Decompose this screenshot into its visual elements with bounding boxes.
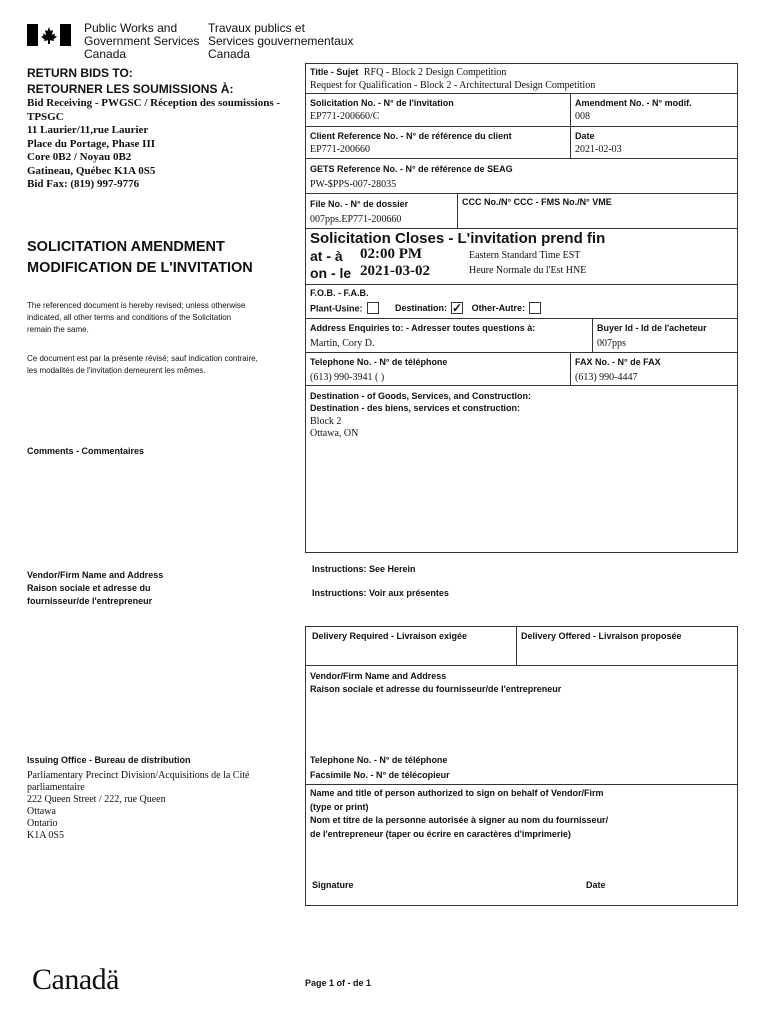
vendor-firm-field[interactable]: Vendor/Firm Name and Address Raison sociale et adresse du fournisseur/de l'entrepreneur xyxy=(310,671,562,694)
address-enquiries-field: Address Enquiries to: - Adresser toutes questions à: Martin, Cory D. xyxy=(310,323,536,349)
return-bids-address: Bid Receiving - PWGSC / Réception des soumissions - TPSGC 11 Laurier/11,rue Laurier Place du Portage, Phase III Core 0B2 / Noyau 0B2 Gatineau, Québec K1A 0S5 Bid Fax: (819) 997-9776 xyxy=(27,97,281,190)
instructions-fr: Instructions: Voir aux présentes xyxy=(312,588,449,598)
file-number-field: File No. - N° de dossier 007pps.EP771-200660 xyxy=(310,199,409,225)
title-field: Title - Sujet RFQ - Block 2 Design Competition Request for Qualification - Block 2 - Architectural Design Competition xyxy=(310,67,596,91)
delivery-required-field[interactable]: Delivery Required - Livraison exigée xyxy=(312,631,468,641)
client-reference-field: Client Reference No. - N° de référence du client EP771-200660 xyxy=(310,131,512,155)
destination-checkbox[interactable]: ✓ xyxy=(452,301,463,315)
plant-checkbox[interactable] xyxy=(367,302,379,314)
other-checkbox[interactable] xyxy=(529,302,541,314)
vendor-firm-label-left: Vendor/Firm Name and Address Raison sociale et adresse du fournisseur/de l'entrepreneur xyxy=(27,570,164,606)
delivery-offered-field[interactable]: Delivery Offered - Livraison proposée xyxy=(521,631,682,641)
ccc-number-field: CCC No./N° CCC - FMS No./N° VME xyxy=(462,197,612,207)
amendment-note-en: The referenced document is hereby revised; unless otherwise indicated, all other terms and conditions of the Solicitation remain the same. xyxy=(27,301,246,334)
vendor-telephone-field[interactable]: Telephone No. - N° de téléphone xyxy=(310,755,448,765)
signature-date-field[interactable]: Date xyxy=(586,880,606,890)
signature-field[interactable]: Signature xyxy=(312,880,354,890)
vendor-facsimile-field[interactable]: Facsimile No. - N° de télécopieur xyxy=(310,770,450,780)
date-field: Date 2021-02-03 xyxy=(575,131,622,155)
buyer-id-field: Buyer Id - Id de l'acheteur 007pps xyxy=(597,323,707,349)
timezone-fr: Heure Normale du l'Est HNE xyxy=(469,265,587,276)
department-name-en: Public Works and Government Services Canada xyxy=(84,21,200,61)
fob-options: Plant-Usine: Destination: ✓ Other-Autre: xyxy=(310,303,541,315)
solicitation-closes-title: Solicitation Closes - L'invitation prend fin xyxy=(310,230,606,247)
issuing-office-address: Parliamentary Precinct Division/Acquisitions de la Cité parliamentaire 222 Queen Street / 222, rue Queen Ottawa Ontario K1A 0S5 xyxy=(27,770,250,841)
timezone-en: Eastern Standard Time EST xyxy=(469,250,581,261)
closing-on-label: on - le xyxy=(310,265,352,281)
amendment-number-field: Amendment No. - N° modif. 008 xyxy=(575,98,692,122)
return-bids-title: RETURN BIDS TO: RETOURNER LES SOUMISSIONS À: xyxy=(27,66,234,96)
destination-field: Destination - of Goods, Services, and Construction: Destination - des biens, services et construction: Block 2 Ottawa, ON xyxy=(310,391,532,439)
closing-time: 02:00 PM xyxy=(360,246,423,262)
authorized-person-field[interactable]: Name and title of person authorized to sign on behalf of Vendor/Firm (type or print) Nom et titre de la personne autorisée à signer au nom du fournisseur/ de l'entrepreneur (taper ou écrire en caractères d'imprimerie) xyxy=(310,788,609,839)
issuing-office-label: Issuing Office - Bureau de distribution xyxy=(27,755,191,765)
closing-at-label: at - à xyxy=(310,248,343,264)
amendment-note-fr: Ce document est par la présente révisé; sauf indication contraire, les modalités de l'invitation demeurent les mêmes. xyxy=(27,354,258,375)
fob-label: F.O.B. - F.A.B. xyxy=(310,288,369,298)
page-number: Page 1 of - de 1 xyxy=(305,978,372,988)
vendor-response-box xyxy=(305,626,738,906)
closing-date: 2021-03-02 xyxy=(360,263,430,279)
fax-field: FAX No. - N° de FAX (613) 990-4447 xyxy=(575,357,661,383)
canada-wordmark-logo: Canadä xyxy=(32,963,119,996)
instructions-en: Instructions: See Herein xyxy=(312,564,416,574)
canada-flag-icon xyxy=(27,24,71,46)
telephone-field: Telephone No. - N° de téléphone (613) 990-3941 ( ) xyxy=(310,357,448,383)
amendment-title: SOLICITATION AMENDMENT MODIFICATION DE L'INVITATION xyxy=(27,239,253,276)
department-name-fr: Travaux publics et Services gouvernementaux Canada xyxy=(208,21,354,61)
comments-label: Comments - Commentaires xyxy=(27,446,145,456)
gets-reference-field: GETS Reference No. - N° de référence de SEAG PW-$PPS-007-28035 xyxy=(310,164,513,190)
solicitation-number-field: Solicitation No. - N° de l'invitation EP771-200660/C xyxy=(310,98,454,122)
